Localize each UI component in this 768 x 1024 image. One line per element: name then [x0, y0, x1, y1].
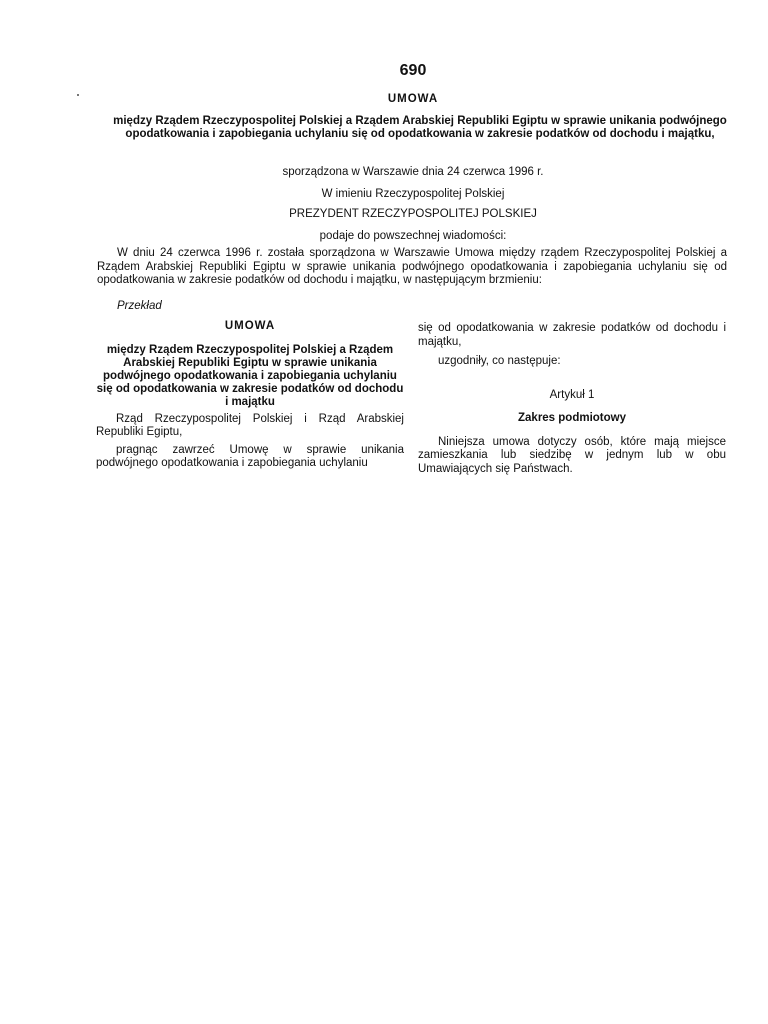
article-text: Niniejsza umowa dotyczy osób, które mają miejsce zamieszkania lub siedzibę w jednym lub w obu Umawiających się Państwach. [418, 435, 726, 475]
president-line: PREZYDENT RZECZYPOSPOLITEJ POLSKIEJ [289, 208, 537, 220]
preamble-continuation: się od opodatkowania w zakresie podatków od dochodu i majątku, [418, 322, 726, 348]
announce-line: podaje do powszechnej wiadomości: [319, 230, 507, 242]
agreement-title: UMOWA [224, 320, 276, 332]
translation-label: Przekład [117, 300, 162, 312]
on-behalf-line: W imieniu Rzeczypospolitej Polskiej [321, 188, 505, 200]
right-column [418, 322, 726, 480]
intro-paragraph: W dniu 24 czerwca 1996 r. została sporządzona w Warszawie Umowa między rządem Rzeczypospolitej Polskiej a Rządem Arabskiej Republiki Egiptu w sprawie unikania podwójnego opodatkowania i zapobiegania uchylaniu się od opodatkowania w zakresie podatków od dochodu i majątku, w następującym brzmieniu: [97, 247, 727, 286]
agreement-subtitle: między Rządem Rzeczypospolitej Polskiej a Rządem Arabskiej Republiki Egiptu w sprawie unikania podwójnego opodatkowania i zapobiegania uchylaniu się od opodatkowania w zakresie podatków od dochodu i majątku [96, 343, 404, 408]
header-subtitle: między Rządem Rzeczypospolitej Polskiej a Rządem Arabskiej Republiki Egiptu w sprawie unikania podwójnego opodatkowania i zapobiegania uchylaniu się od opodatkowania w zakresie podatków od dochodu i majątku, [113, 115, 727, 140]
article-title: Zakres podmiotowy [518, 412, 626, 424]
parties-paragraph: Rząd Rzeczypospolitej Polskiej i Rząd Arabskiej Republiki Egiptu, [96, 412, 404, 438]
signed-line: sporządzona w Warszawie dnia 24 czerwca 1996 r. [282, 166, 544, 178]
article-heading: Artykuł 1 [549, 388, 595, 401]
agreed-line: uzgodniły, co następuje: [438, 355, 561, 367]
header-title: UMOWA [387, 93, 439, 105]
preamble-paragraph: pragnąc zawrzeć Umowę w sprawie unikania podwójnego opodatkowania i zapobiegania uchylaniu [96, 443, 404, 469]
page-number: 690 [399, 62, 427, 79]
left-column [96, 320, 404, 475]
